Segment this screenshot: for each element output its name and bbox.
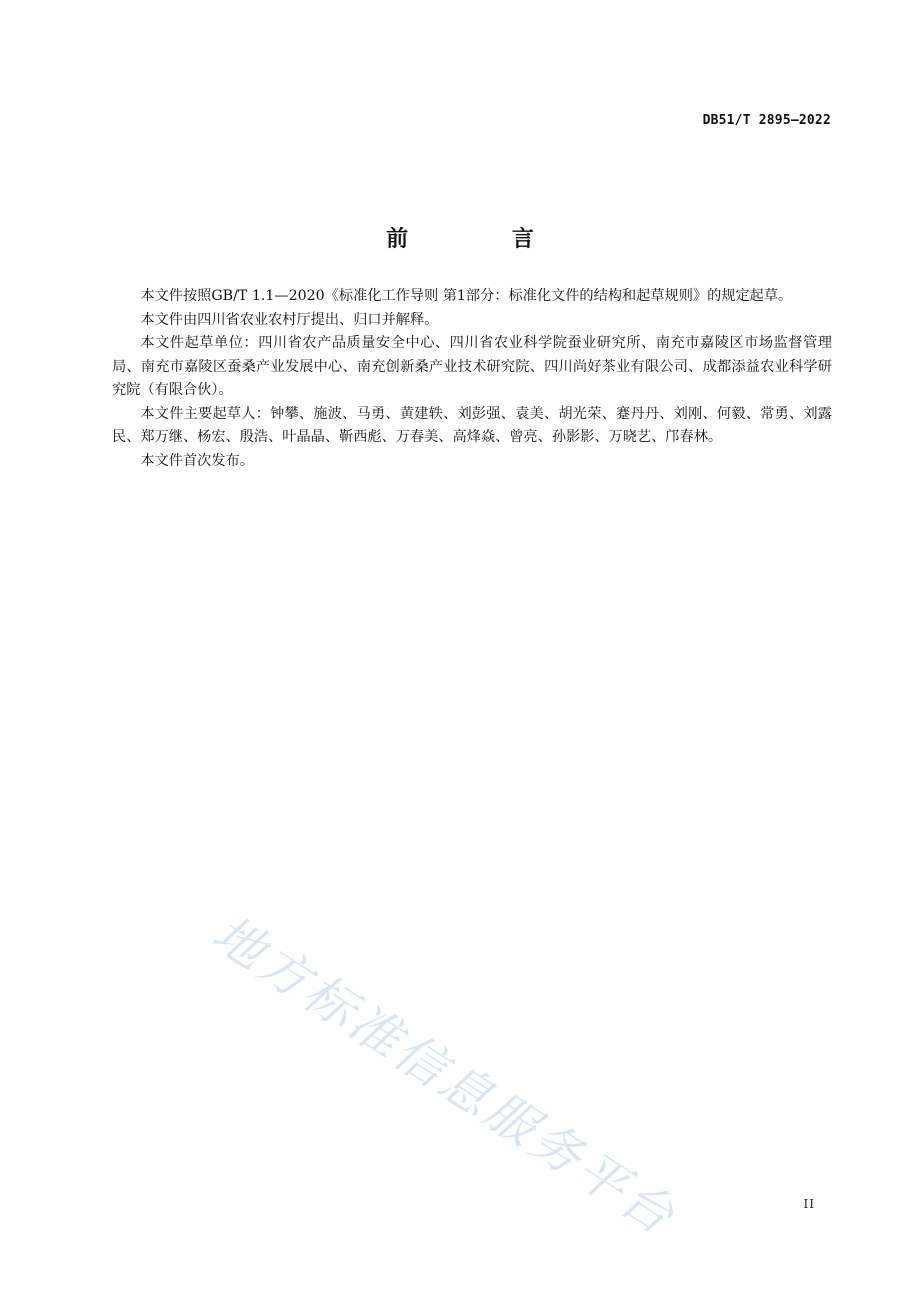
preface-paragraph: 本文件由四川省农业农村厅提出、归口并解释。 (140, 311, 439, 328)
preface-paragraph: 本文件按照GB/T 1.1—2020《标准化工作导则 第1部分：标准化文件的结构和起草规则》的规定起草。 (140, 288, 793, 304)
preface-body (112, 285, 832, 473)
page-number: II (803, 1197, 815, 1211)
preface-paragraph: 本文件主要起草人：钟攀、施波、马勇、黄建轶、刘彭强、袁美、胡光荣、蹇丹丹、刘刚、何毅、常勇、刘露民、郑万继、杨宏、殷浩、叶晶晶、靳西彪、万春美、高烽焱、曾亮、孙影影、万晓艺、邝春林。 (112, 405, 832, 445)
page-title: 前 言 (386, 227, 582, 252)
document-code: DB51/T 2895—2022 (702, 113, 831, 128)
preface-paragraph: 本文件首次发布。 (140, 452, 254, 469)
preface-paragraph: 本文件起草单位：四川省农产品质量安全中心、四川省农业科学院蚕业研究所、南充市嘉陵区市场监督管理局、南充市嘉陵区蚕桑产业发展中心、南充创新桑产业技术研究院、四川尚好茶业有限公司、成都添益农业科学研究院（有限合伙）。 (112, 335, 832, 398)
watermark: 地方标准信息服务平台 (202, 904, 687, 1247)
